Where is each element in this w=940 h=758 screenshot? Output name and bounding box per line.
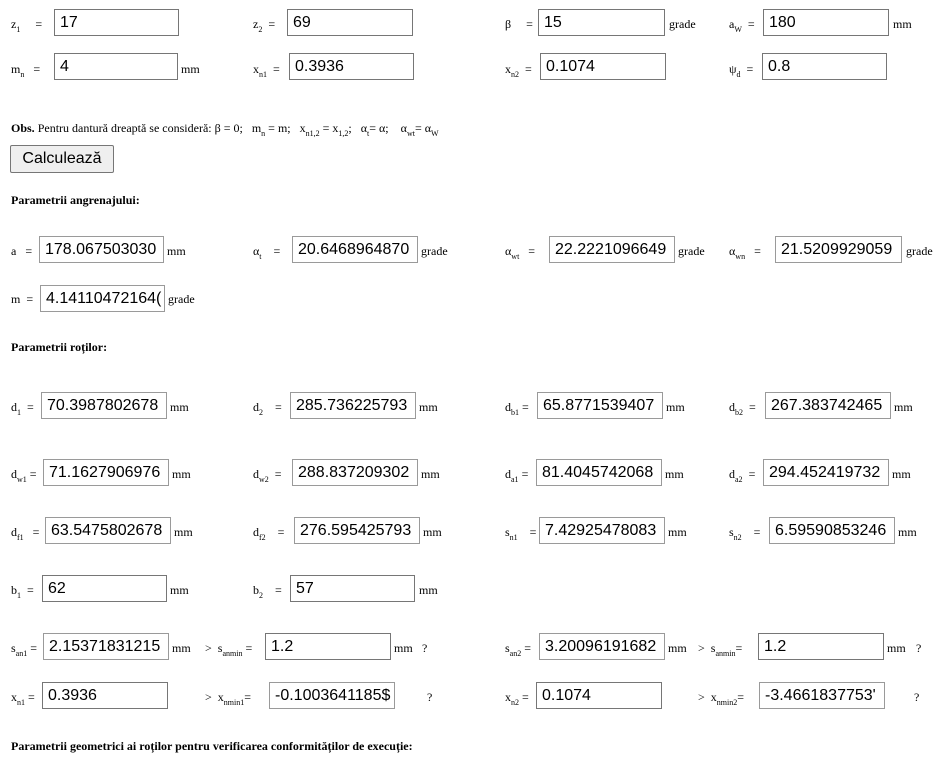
label-da1: $d_{a1}$ =	[505, 467, 529, 484]
mn-input[interactable]: 4	[54, 53, 178, 80]
dw2-output[interactable]: 288.837209302	[292, 459, 418, 486]
label-san2-vs-min: > $s_{anmin}=$	[698, 641, 743, 658]
unit-mm: mm	[172, 467, 191, 481]
label-a: a =	[11, 244, 33, 258]
unit-mm: mm	[174, 525, 193, 539]
section-roti-title: Parametrii roților:	[11, 340, 108, 354]
label-sn1: $s_{n1}$ =	[505, 525, 537, 542]
label-alpha-wn: $\alpha_{wn}$ =	[729, 244, 761, 261]
unit-mm: mm	[668, 525, 687, 539]
label-m: m =	[11, 292, 34, 306]
unit-mm: mm	[181, 62, 200, 76]
beta-input[interactable]: 15	[538, 9, 665, 36]
label-b1: $b_1$ =	[11, 583, 34, 600]
xn2-check-field[interactable]: 0.1074	[536, 682, 662, 709]
m-output[interactable]: 4.14110472164(	[40, 285, 165, 312]
xn1-input[interactable]: 0.3936	[289, 53, 414, 80]
label-san1-vs-min: > $s_{anmin}$ =	[205, 641, 253, 658]
unit-grade: grade	[421, 244, 448, 258]
z1-input[interactable]: 17	[54, 9, 179, 36]
label-db2: $d_{b2}$ =	[729, 400, 756, 417]
calculate-button[interactable]: Calculează	[10, 145, 114, 173]
help-icon[interactable]: ?	[427, 690, 433, 704]
label-z1: $z_1$ =	[11, 17, 43, 34]
b2-input[interactable]: 57	[290, 575, 415, 602]
unit-mm: mm	[419, 400, 438, 414]
label-aw: $a_W$ =	[729, 17, 755, 34]
unit-mm: mm	[419, 583, 438, 597]
label-psid: $\psi_d$ =	[729, 62, 754, 79]
unit-mm: mm	[167, 244, 186, 258]
dw1-output[interactable]: 71.1627906976	[43, 459, 169, 486]
label-b2: $b_2$ =	[253, 583, 282, 600]
xn2-input[interactable]: 0.1074	[540, 53, 666, 80]
obs-note: Obs. Pentru dantură dreaptă se consideră: β = 0; $m_n = m$; $x_{n1,2} = x_{1,2}$; $\alpha_t= \alpha$; $\alpha_{wt}= \alpha_W$	[11, 121, 439, 138]
unit-grade: grade	[678, 244, 705, 258]
unit-mm: mm	[394, 641, 413, 655]
unit-mm: mm	[668, 641, 687, 655]
unit-mm: mm	[892, 467, 911, 481]
xn1-check-field[interactable]: 0.3936	[42, 682, 168, 709]
label-db1: $d_{b1}$ =	[505, 400, 529, 417]
unit-mm: mm	[893, 17, 912, 31]
unit-mm: mm	[170, 400, 189, 414]
label-xnmin2: > $x_{nmin2}=$	[698, 690, 745, 707]
xnmin1-output[interactable]: -0.1003641185$	[269, 682, 395, 709]
label-df1: $d_{f1}$ =	[11, 525, 40, 542]
label-beta: β =	[505, 17, 533, 31]
section-angrenaj-title: Parametrii angrenajului:	[11, 193, 140, 207]
da1-output[interactable]: 81.4045742068	[536, 459, 662, 486]
label-san1: $s_{an1}$ =	[11, 641, 38, 658]
aw-input[interactable]: 180	[763, 9, 889, 36]
label-df2: $d_{f2}$ =	[253, 525, 285, 542]
label-d2: $d_2$ =	[253, 400, 282, 417]
unit-mm: mm	[666, 400, 685, 414]
d2-output[interactable]: 285.736225793	[290, 392, 416, 419]
unit-mm: mm	[894, 400, 913, 414]
sn1-output[interactable]: 7.42925478083	[539, 517, 665, 544]
unit-grade: grade	[906, 244, 933, 258]
df2-output[interactable]: 276.595425793	[294, 517, 420, 544]
label-xn2: $x_{n2}$ =	[505, 62, 532, 79]
b1-input[interactable]: 62	[42, 575, 167, 602]
san2-output[interactable]: 3.20096191682	[539, 633, 665, 660]
help-icon[interactable]: ?	[914, 690, 920, 704]
d1-output[interactable]: 70.3987802678	[41, 392, 167, 419]
unit-mm: mm	[170, 583, 189, 597]
section-geom-title: Parametrii geometrici ai roților pentru verificarea conformităților de execuție:	[11, 739, 413, 753]
unit-mm: mm	[423, 525, 442, 539]
db2-output[interactable]: 267.383742465	[765, 392, 891, 419]
alpha-t-output[interactable]: 20.6468964870	[292, 236, 418, 263]
df1-output[interactable]: 63.5475802678	[45, 517, 171, 544]
label-da2: $d_{a2}$ =	[729, 467, 756, 484]
unit-mm: mm	[172, 641, 191, 655]
label-z2: $z_2$ =	[253, 17, 276, 34]
greater-than-sign: >	[205, 690, 212, 704]
da2-output[interactable]: 294.452419732	[763, 459, 889, 486]
psid-input[interactable]: 0.8	[762, 53, 887, 80]
obs-text: Pentru dantură dreaptă se consideră: β = 0;	[37, 121, 243, 135]
sanmin2-input[interactable]: 1.2	[758, 633, 884, 660]
label-dw2: $d_{w2}$ =	[253, 467, 282, 484]
label-alpha-t: $\alpha_t$ =	[253, 244, 281, 261]
label-xn1: $x_{n1}$ =	[253, 62, 280, 79]
z2-input[interactable]: 69	[287, 9, 413, 36]
alpha-wn-output[interactable]: 21.5209929059	[775, 236, 902, 263]
greater-than-sign: >	[205, 641, 212, 655]
greater-than-sign: >	[698, 690, 705, 704]
unit-grade: grade	[669, 17, 696, 31]
san1-output[interactable]: 2.15371831215	[43, 633, 169, 660]
help-icon[interactable]: ?	[916, 641, 922, 655]
db1-output[interactable]: 65.8771539407	[537, 392, 663, 419]
obs-lead: Obs.	[11, 121, 35, 135]
greater-than-sign: >	[698, 641, 705, 655]
label-alpha-wt: $\alpha_{wt}$ =	[505, 244, 536, 261]
alpha-wt-output[interactable]: 22.2221096649	[549, 236, 675, 263]
unit-grade: grade	[168, 292, 195, 306]
sanmin1-input[interactable]: 1.2	[265, 633, 391, 660]
a-output[interactable]: 178.067503030	[39, 236, 164, 263]
sn2-output[interactable]: 6.59590853246	[769, 517, 895, 544]
unit-mm: mm	[898, 525, 917, 539]
label-mn: $m_n$ =	[11, 62, 41, 79]
label-sn2: $s_{n2}$ =	[729, 525, 761, 542]
label-dw1: $d_{w1}$ =	[11, 467, 37, 484]
label-san2: $s_{an2}$ =	[505, 641, 532, 658]
label-xn2-check: $x_{n2}$ =	[505, 690, 529, 707]
label-d1: $d_1$ =	[11, 400, 34, 417]
label-xn1-check: $x_{n1}$ =	[11, 690, 35, 707]
unit-mm: mm	[421, 467, 440, 481]
help-icon[interactable]: ?	[422, 641, 428, 655]
label-xnmin1: > $x_{nmin1}=$	[205, 690, 252, 707]
xnmin2-output[interactable]: -3.4661837753'	[759, 682, 885, 709]
unit-mm: mm	[665, 467, 684, 481]
unit-mm: mm	[887, 641, 906, 655]
